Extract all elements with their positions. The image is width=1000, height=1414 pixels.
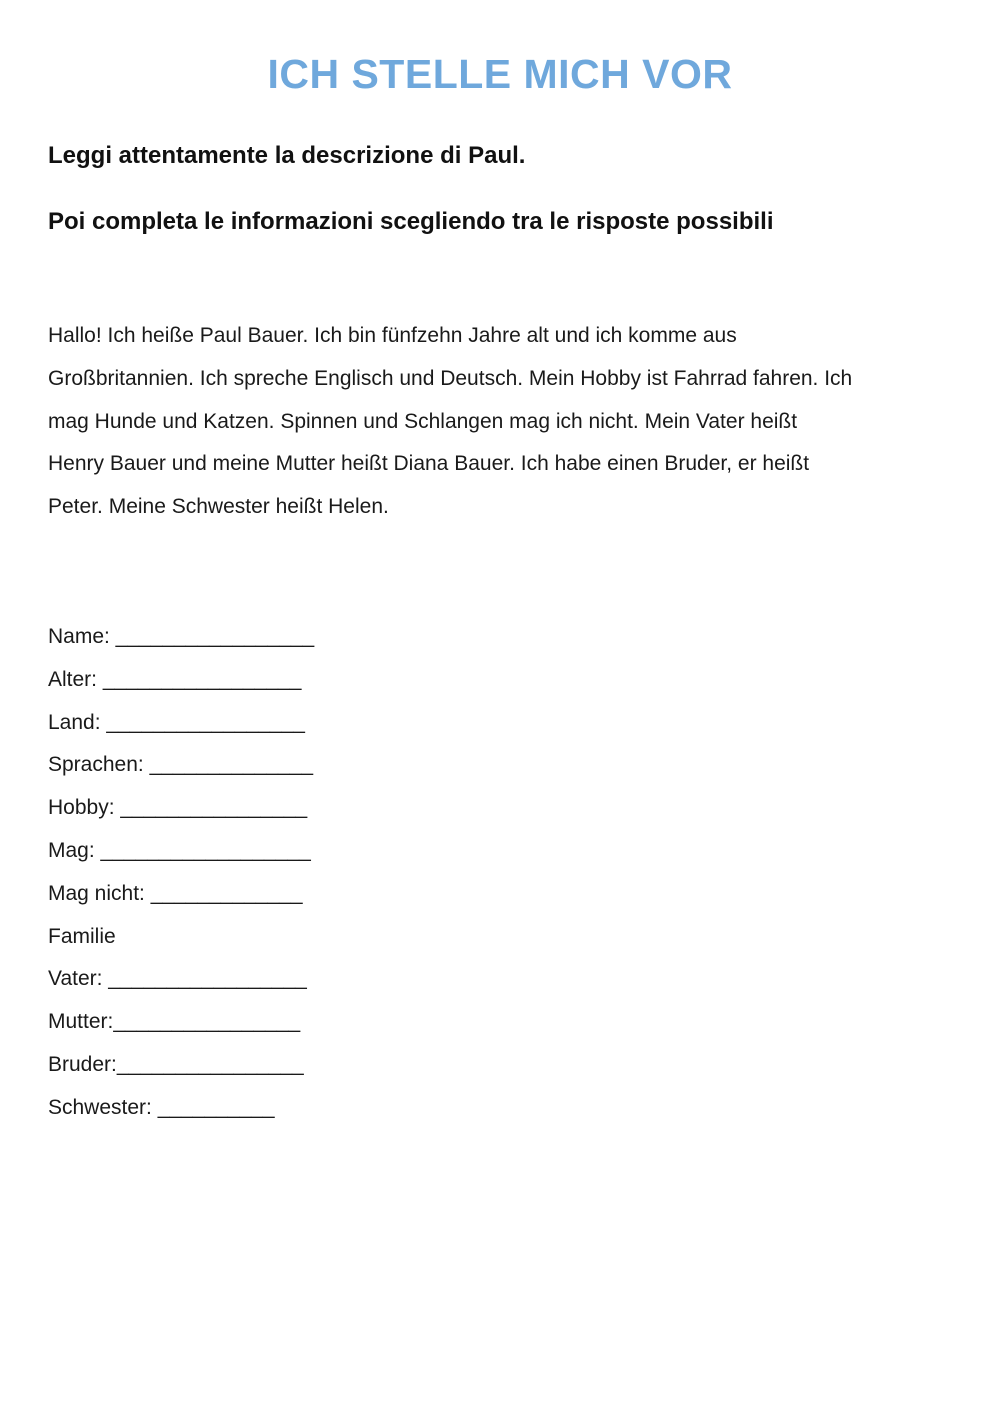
info-form <box>48 616 314 1130</box>
field-alter[interactable]: Alter: _________________ <box>48 667 302 691</box>
page-title: ICH STELLE MICH VOR <box>267 51 733 97</box>
field-mag[interactable]: Mag: __________________ <box>48 838 311 862</box>
section-familie-heading: Familie <box>48 924 116 948</box>
field-sprachen[interactable]: Sprachen: ______________ <box>48 753 314 777</box>
field-bruder[interactable]: Bruder:________________ <box>48 1052 304 1076</box>
passage-line: Hallo! Ich heiße Paul Bauer. Ich bin fünfzehn Jahre alt und ich komme aus <box>48 324 737 347</box>
field-hobby[interactable]: Hobby: ________________ <box>48 796 308 820</box>
instruction-complete: Poi completa le informazioni scegliendo tra le risposte possibili <box>48 208 774 235</box>
field-name[interactable]: Name: _________________ <box>48 625 315 648</box>
field-schwester[interactable]: Schwester: __________ <box>48 1095 275 1119</box>
passage-line: Peter. Meine Schwester heißt Helen. <box>48 495 389 519</box>
reading-passage <box>48 315 953 529</box>
passage-line: Großbritannien. Ich spreche Englisch und Deutsch. Mein Hobby ist Fahrrad fahren. Ich <box>48 366 853 390</box>
field-mag-nicht[interactable]: Mag nicht: _____________ <box>48 881 303 905</box>
field-vater[interactable]: Vater: _________________ <box>48 967 307 991</box>
passage-line: mag Hunde und Katzen. Spinnen und Schlangen mag ich nicht. Mein Vater heißt <box>48 409 798 433</box>
field-mutter[interactable]: Mutter:________________ <box>48 1010 301 1034</box>
passage-line: Henry Bauer und meine Mutter heißt Diana Bauer. Ich habe einen Bruder, er heißt <box>48 452 810 476</box>
instruction-read: Leggi attentamente la descrizione di Paul. <box>48 142 526 169</box>
field-land[interactable]: Land: _________________ <box>48 710 305 734</box>
